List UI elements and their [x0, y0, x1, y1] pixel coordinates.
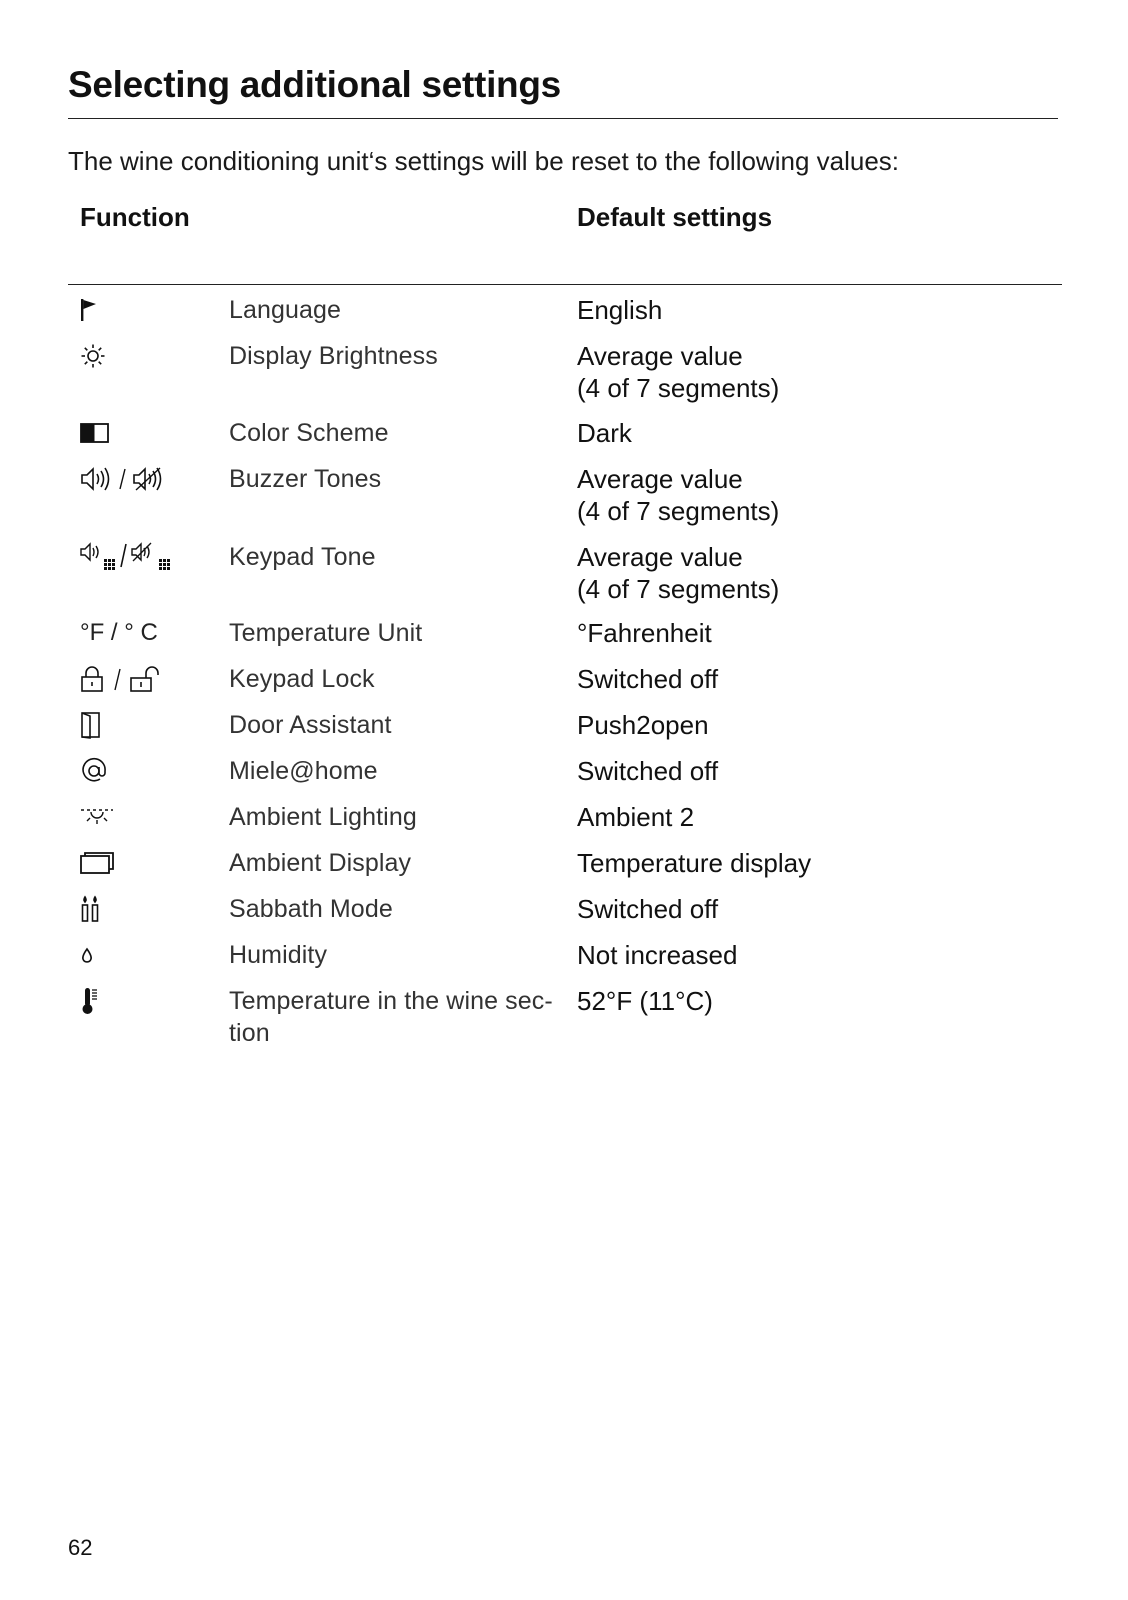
- color-scheme-icon: [80, 417, 110, 449]
- intro-text: The wine conditioning unit‘s settings will be reset to the following values:: [68, 146, 900, 176]
- function-label: Door Assistant: [229, 711, 392, 739]
- function-label: Keypad Lock: [229, 665, 375, 693]
- display-icon: [80, 847, 114, 879]
- function-label: Ambient Lighting: [229, 803, 417, 831]
- droplet-icon: [80, 939, 94, 971]
- table-row: [0, 755, 1128, 801]
- settings-table: [0, 294, 1128, 1055]
- ambient-light-icon: [80, 801, 114, 833]
- default-value: Dark: [577, 418, 632, 448]
- function-label: Humidity: [229, 941, 328, 969]
- default-value: Temperature display: [577, 848, 812, 878]
- table-divider: [68, 284, 1062, 285]
- table-row: [0, 663, 1128, 709]
- function-label: Ambient Display: [229, 849, 412, 877]
- table-row: [0, 541, 1128, 617]
- sun-icon: [80, 340, 106, 372]
- page-title: Selecting additional settings: [68, 64, 561, 105]
- default-value: 52°F (11°C): [577, 986, 713, 1016]
- function-label: Display Brightness: [229, 342, 438, 370]
- table-row: [0, 709, 1128, 755]
- page-number: 62: [68, 1535, 93, 1560]
- function-label: Miele@home: [229, 757, 378, 785]
- flag-icon: [80, 294, 98, 326]
- default-value: Average value (4 of 7 segments): [577, 341, 780, 403]
- default-value: Average value (4 of 7 segments): [577, 464, 780, 526]
- function-label: Temperature in the wine sec- tion: [229, 987, 553, 1047]
- keypad-speaker-icon: [80, 541, 180, 573]
- table-row: [0, 617, 1128, 663]
- candles-icon: [80, 893, 102, 925]
- column-header-function: Function: [80, 202, 190, 232]
- function-label: Sabbath Mode: [229, 895, 393, 923]
- thermometer-icon: [80, 985, 102, 1017]
- temperature-unit-icon: °F / ° C: [80, 619, 158, 646]
- lock-icon: [80, 663, 166, 695]
- column-header-default: Default settings: [577, 202, 773, 232]
- table-row: [0, 294, 1128, 340]
- default-value: Average value (4 of 7 segments): [577, 542, 780, 604]
- speaker-icon: [80, 463, 166, 495]
- default-value: °Fahrenheit: [577, 618, 712, 648]
- default-value: Switched off: [577, 894, 719, 924]
- at-icon: [80, 755, 108, 787]
- table-row: [0, 939, 1128, 985]
- table-row: [0, 801, 1128, 847]
- function-label: Color Scheme: [229, 419, 389, 447]
- table-row: [0, 340, 1128, 417]
- default-value: Push2open: [577, 710, 709, 740]
- table-row: [0, 893, 1128, 939]
- table-row: [0, 847, 1128, 893]
- default-value: Ambient 2: [577, 802, 695, 832]
- table-row: [0, 417, 1128, 463]
- default-value: Not increased: [577, 940, 738, 970]
- table-row: [0, 463, 1128, 541]
- function-label: Keypad Tone: [229, 543, 376, 571]
- table-row: [0, 985, 1128, 1055]
- default-value: English: [577, 295, 663, 325]
- door-icon: [80, 709, 102, 741]
- default-value: Switched off: [577, 756, 719, 786]
- default-value: Switched off: [577, 664, 719, 694]
- title-divider: [68, 118, 1058, 119]
- function-label: Temperature Unit: [229, 619, 423, 647]
- function-label: Language: [229, 296, 342, 324]
- function-label: Buzzer Tones: [229, 465, 382, 493]
